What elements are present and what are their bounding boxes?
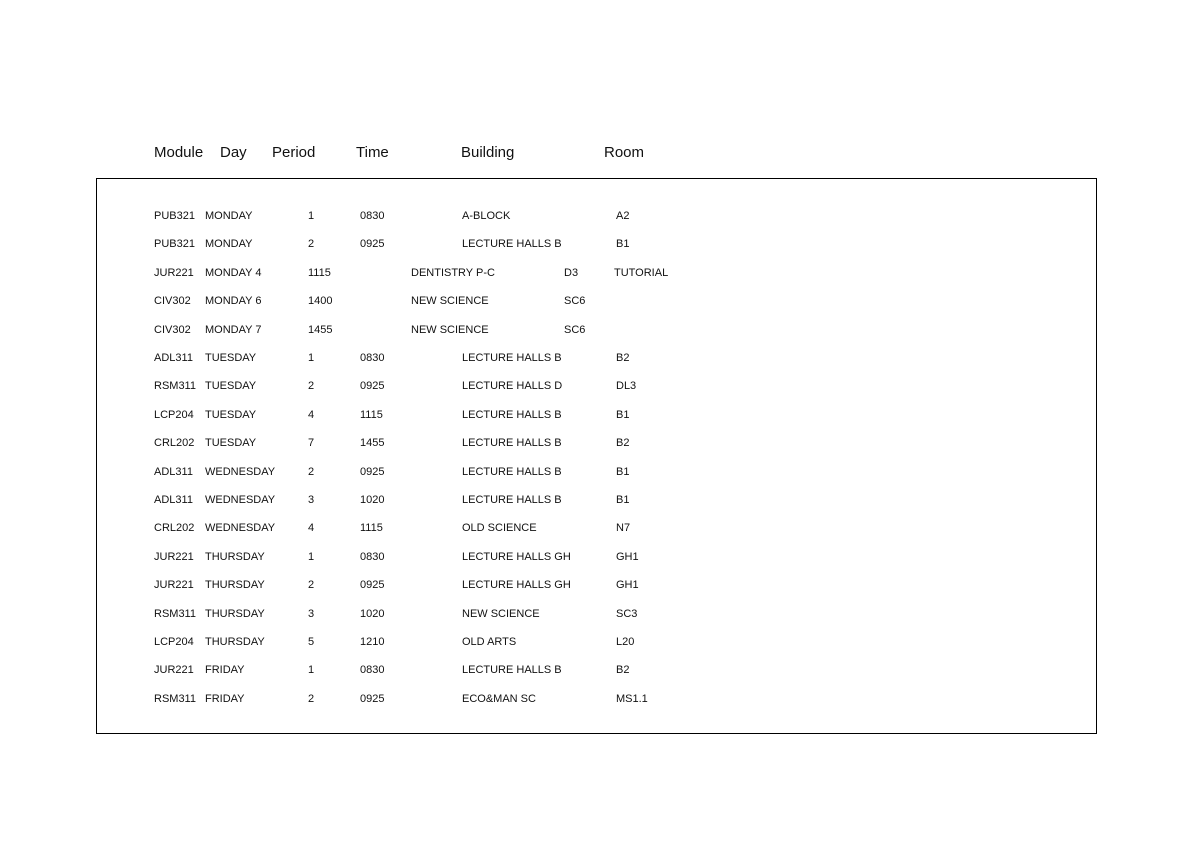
cell-period: 4 <box>308 522 315 535</box>
cell-period: 2 <box>308 465 315 478</box>
cell-day: WEDNESDAY <box>205 494 276 506</box>
header-module: Module <box>154 144 204 161</box>
cell-room: A2 <box>616 210 630 222</box>
cell-room: B2 <box>616 352 630 364</box>
cell-day: THURSDAY <box>205 607 265 620</box>
cell-period: 1 <box>308 664 315 677</box>
cell-building: LECTURE HALLS GH <box>462 550 571 563</box>
cell-module: JUR221 <box>154 550 194 563</box>
cell-time: 1115 <box>308 266 331 279</box>
cell-building: LECTURE HALLS B <box>462 238 562 251</box>
cell-day: MONDAY 6 <box>205 295 262 308</box>
cell-module: CIV302 <box>154 295 191 308</box>
cell-day: FRIDAY <box>205 664 245 677</box>
cell-time: 0925 <box>360 465 385 478</box>
cell-period: 1 <box>308 550 315 563</box>
cell-day: MONDAY 7 <box>205 323 262 336</box>
cell-room: L20 <box>616 636 635 648</box>
cell-room: GH1 <box>616 550 639 563</box>
cell-period: 3 <box>308 607 315 620</box>
cell-building: NEW SCIENCE <box>411 323 489 336</box>
cell-room: SC6 <box>564 295 586 308</box>
cell-day: MONDAY 4 <box>205 266 262 279</box>
cell-day: TUESDAY <box>205 352 257 364</box>
cell-building: OLD ARTS <box>462 636 517 648</box>
cell-day: TUESDAY <box>205 408 257 421</box>
cell-building: OLD SCIENCE <box>462 522 537 535</box>
cell-extra: TUTORIAL <box>614 266 669 279</box>
cell-module: JUR221 <box>154 664 194 677</box>
cell-room: B2 <box>616 437 630 450</box>
cell-time: 0830 <box>360 210 385 222</box>
cell-building: A-BLOCK <box>462 210 511 222</box>
cell-building: LECTURE HALLS B <box>462 664 562 677</box>
cell-module: LCP204 <box>154 408 194 421</box>
cell-time: 1210 <box>360 636 385 648</box>
cell-time: 1455 <box>360 437 385 450</box>
cell-room: B1 <box>616 465 630 478</box>
cell-room: B2 <box>616 664 630 677</box>
cell-period: 2 <box>308 692 315 705</box>
cell-time: 1020 <box>360 607 385 620</box>
cell-period: 3 <box>308 494 315 506</box>
cell-building: LECTURE HALLS B <box>462 465 562 478</box>
cell-building: LECTURE HALLS B <box>462 352 562 364</box>
cell-building: DENTISTRY P-C <box>411 266 495 279</box>
cell-time: 0830 <box>360 550 385 563</box>
cell-time: 0925 <box>360 579 385 592</box>
cell-time: 1400 <box>308 295 333 308</box>
cell-module: PUB321 <box>154 238 195 251</box>
header-room: Room <box>604 144 645 161</box>
cell-room: B1 <box>616 408 630 421</box>
cell-day: THURSDAY <box>205 579 265 592</box>
cell-period: 2 <box>308 579 315 592</box>
cell-period: 7 <box>308 437 315 450</box>
cell-module: JUR221 <box>154 579 194 592</box>
cell-module: CIV302 <box>154 323 191 336</box>
cell-building: LECTURE HALLS B <box>462 408 562 421</box>
cell-day: TUESDAY <box>205 437 257 450</box>
cell-time: 1115 <box>360 408 383 421</box>
cell-module: ADL311 <box>154 465 193 478</box>
cell-time: 0830 <box>360 352 385 364</box>
cell-building: ECO&MAN SC <box>462 692 536 705</box>
cell-building: LECTURE HALLS D <box>462 380 563 393</box>
cell-time: 0925 <box>360 692 385 705</box>
cell-module: LCP204 <box>154 636 194 648</box>
cell-period: 2 <box>308 238 315 251</box>
column-header-row <box>0 144 1200 166</box>
cell-room: DL3 <box>616 380 637 393</box>
cell-period: 5 <box>308 636 315 648</box>
header-period: Period <box>272 144 316 161</box>
cell-time: 1115 <box>360 522 383 535</box>
header-day: Day <box>220 144 247 161</box>
cell-room: SC3 <box>616 607 638 620</box>
cell-day: THURSDAY <box>205 550 265 563</box>
cell-period: 2 <box>308 380 315 393</box>
cell-room: D3 <box>564 266 579 279</box>
cell-building: LECTURE HALLS B <box>462 494 562 506</box>
cell-module: RSM311 <box>154 692 196 705</box>
cell-time: 0925 <box>360 238 385 251</box>
cell-day: FRIDAY <box>205 692 245 705</box>
cell-day: WEDNESDAY <box>205 465 276 478</box>
cell-module: RSM311 <box>154 607 196 620</box>
cell-time: 1020 <box>360 494 385 506</box>
cell-building: LECTURE HALLS B <box>462 437 562 450</box>
cell-day: MONDAY <box>205 238 253 251</box>
cell-time: 1455 <box>308 323 333 336</box>
cell-period: 1 <box>308 210 315 222</box>
cell-module: ADL311 <box>154 494 193 506</box>
cell-room: N7 <box>616 522 631 535</box>
cell-module: PUB321 <box>154 210 195 222</box>
cell-period: 1 <box>308 352 315 364</box>
cell-day: MONDAY <box>205 210 253 222</box>
header-time: Time <box>356 144 389 161</box>
cell-day: THURSDAY <box>205 636 265 648</box>
cell-module: JUR221 <box>154 266 194 279</box>
cell-building: LECTURE HALLS GH <box>462 579 571 592</box>
cell-room: SC6 <box>564 323 586 336</box>
cell-module: ADL311 <box>154 352 193 364</box>
cell-time: 0830 <box>360 664 385 677</box>
cell-room: B1 <box>616 494 630 506</box>
cell-module: RSM311 <box>154 380 196 393</box>
cell-day: WEDNESDAY <box>205 522 276 535</box>
header-building: Building <box>461 144 515 161</box>
cell-module: CRL202 <box>154 522 195 535</box>
cell-period: 4 <box>308 408 315 421</box>
cell-room: GH1 <box>616 579 639 592</box>
cell-time: 0925 <box>360 380 385 393</box>
timetable-box <box>96 178 1097 734</box>
cell-module: CRL202 <box>154 437 195 450</box>
cell-day: TUESDAY <box>205 380 257 393</box>
cell-room: MS1.1 <box>616 692 648 705</box>
cell-building: NEW SCIENCE <box>411 295 489 308</box>
cell-building: NEW SCIENCE <box>462 607 540 620</box>
cell-room: B1 <box>616 238 630 251</box>
